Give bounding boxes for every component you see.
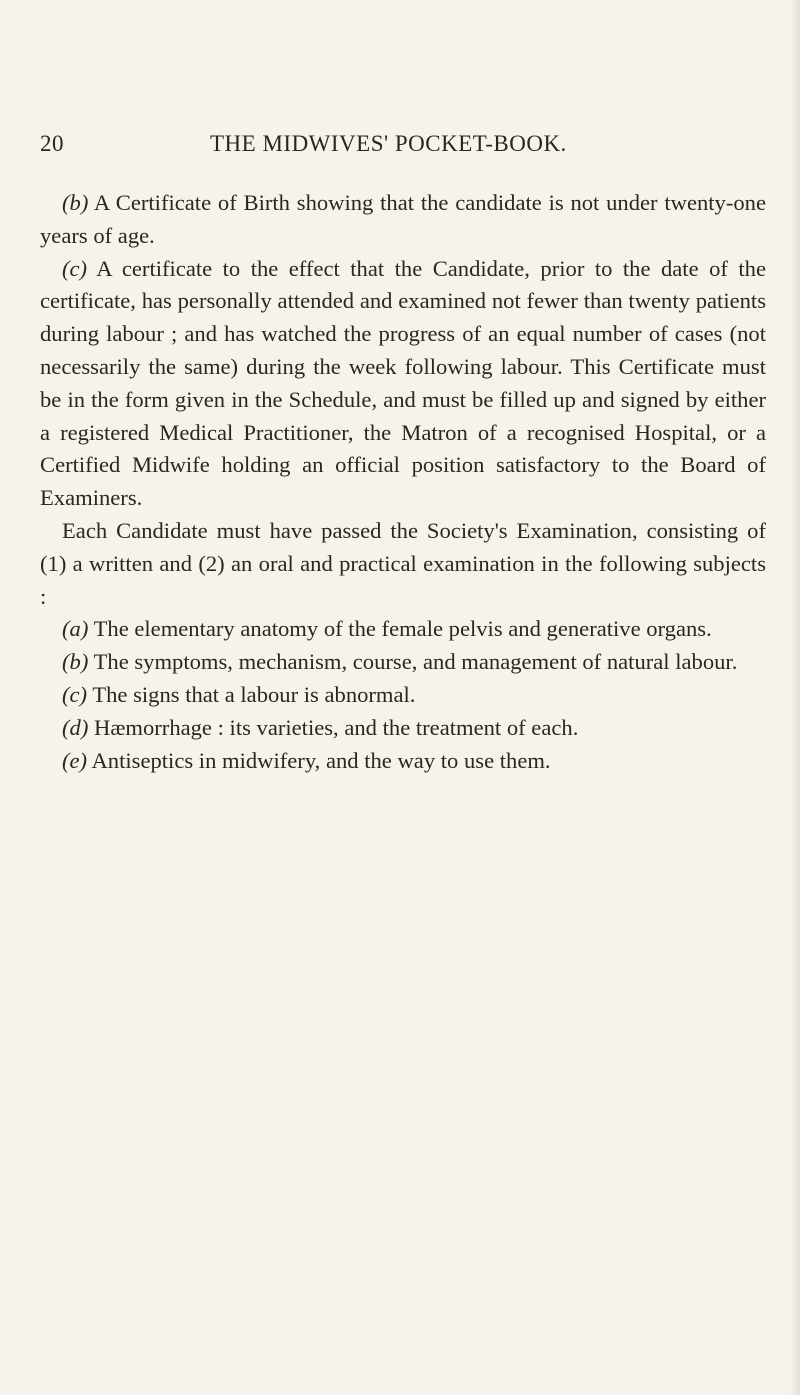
paragraph-attendance-certificate xyxy=(40,253,766,515)
body-text xyxy=(40,187,766,777)
paragraph-text: Each Candidate must have passed the Society's Examination, consisting of (1) a written and (2) an oral and practical examination in the following subjects : xyxy=(40,517,766,609)
paragraph-text: The elementary anatomy of the female pelvis and generative organs. xyxy=(88,616,712,642)
item-label: (c) xyxy=(62,255,88,281)
paragraph-text: Hæmorrhage : its varieties, and the treatment of each. xyxy=(88,714,579,740)
paragraph-text: Antiseptics in midwifery, and the way to use them. xyxy=(87,747,551,773)
item-label: (b) xyxy=(62,649,89,675)
paragraph-text: A certificate to the effect that the Candidate, prior to the date of the certificate, has personally attended and examined not fewer than twenty patients during labour ; and has watched the progress of an equal number of cases (not necessarily the same) during the week following labour. This Certificate must be in the form given in the Schedule, and must be filled up and signed by either a registered Medical Practitioner, the Matron of a recognised Hospital, or a Certified Midwife holding an official position satisfactory to the Board of Examiners. xyxy=(40,255,766,511)
item-label: (d) xyxy=(62,714,89,740)
item-label: (a) xyxy=(62,616,89,642)
item-label: (c) xyxy=(62,681,88,707)
subject-abnormal-labour xyxy=(40,679,766,712)
paragraph-text: A Certificate of Birth showing that the candidate is not under twenty-one years of age. xyxy=(40,190,766,248)
item-label: (e) xyxy=(62,747,88,773)
page-number: 20 xyxy=(40,131,64,156)
item-label: (b) xyxy=(62,190,89,215)
subject-antiseptics xyxy=(40,745,766,778)
paragraph-birth-certificate xyxy=(40,187,766,253)
page-edge-shadow xyxy=(790,0,800,1395)
running-title: THE MIDWIVES' POCKET-BOOK. xyxy=(210,131,567,156)
subject-anatomy xyxy=(40,613,766,646)
paragraph-examination-requirement xyxy=(40,515,766,613)
page-header xyxy=(40,131,760,171)
paragraph-text: The symptoms, mechanism, course, and management of natural labour. xyxy=(88,649,738,675)
subject-haemorrhage xyxy=(40,712,766,745)
subject-natural-labour xyxy=(40,646,766,679)
paragraph-text: The signs that a labour is abnormal. xyxy=(87,681,416,707)
